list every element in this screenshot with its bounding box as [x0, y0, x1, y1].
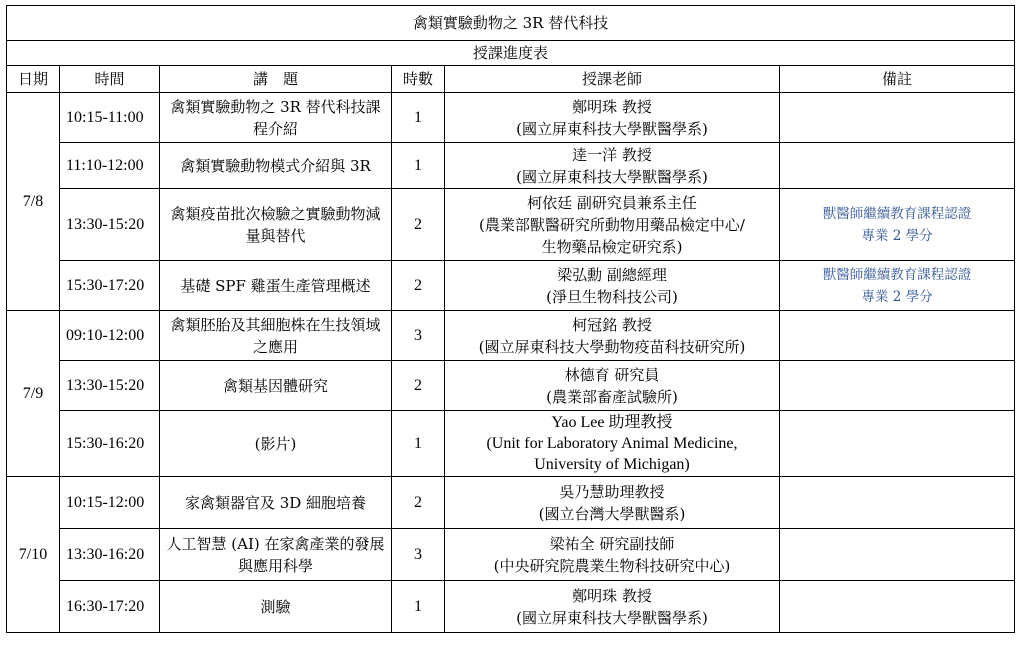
teacher-cell: [445, 93, 780, 143]
schedule-subtitle: 授課進度表: [7, 41, 1015, 66]
schedule-table: [6, 5, 1015, 633]
note-cell: [780, 581, 1015, 633]
header-note: 備註: [780, 66, 1015, 93]
teacher-name: Yao Lee 助理教授: [551, 414, 673, 431]
teacher-affiliation: (國立屏東科技大學獸醫學系): [516, 167, 708, 186]
teacher-affiliation: (國立屏東科技大學動物疫苗科技研究所): [478, 337, 746, 356]
teacher-cell: [445, 261, 780, 311]
note-cell: [780, 311, 1015, 361]
table-row: [7, 581, 1015, 633]
teacher-affiliation: (國立台灣大學獸醫系): [538, 504, 686, 523]
teacher-cell: [445, 311, 780, 361]
table-row: [7, 361, 1015, 411]
teacher-affiliation: (國立屏東科技大學獸醫學系): [516, 608, 708, 627]
teacher-name: 梁弘勳 副總經理: [557, 265, 667, 284]
table-row: [7, 93, 1015, 143]
teacher-name: 柯冠銘 教授: [572, 315, 652, 334]
topic-cell: 基礎 SPF 雞蛋生產管理概述: [160, 261, 392, 311]
teacher-affiliation: (農業部畜產試驗所): [546, 387, 678, 406]
topic-cell: 禽類實驗動物之 3R 替代科技課程介紹: [160, 93, 392, 143]
time-cell: 13:30-15:20: [60, 189, 160, 261]
hours-cell: 2: [392, 361, 445, 411]
teacher-name: 鄭明珠 教授: [572, 97, 652, 116]
date-cell: 7/9: [7, 311, 60, 477]
note-cell: [780, 361, 1015, 411]
hours-cell: 1: [392, 143, 445, 189]
topic-cell: 禽類疫苗批次檢驗之實驗動物減量與替代: [160, 189, 392, 261]
teacher-cell: [445, 411, 780, 477]
topic-cell: 禽類基因體研究: [160, 361, 392, 411]
header-topic: 講 題: [160, 66, 392, 93]
teacher-name: 逹一洋 教授: [572, 145, 652, 164]
topic-cell: (影片): [160, 411, 392, 477]
teacher-affiliation: (Unit for Laboratory Animal Medicine,: [486, 435, 738, 452]
time-cell: 15:30-16:20: [60, 411, 160, 477]
note-cell: [780, 93, 1015, 143]
time-cell: 13:30-15:20: [60, 361, 160, 411]
hours-cell: 2: [392, 477, 445, 529]
hours-cell: 2: [392, 261, 445, 311]
topic-cell: 測驗: [160, 581, 392, 633]
teacher-cell: [445, 189, 780, 261]
header-date: 日期: [7, 66, 60, 93]
hours-cell: 1: [392, 93, 445, 143]
teacher-name: 鄭明珠 教授: [572, 586, 652, 605]
table-row: [7, 143, 1015, 189]
teacher-name: 柯依廷 副研究員兼系主任: [527, 193, 697, 212]
teacher-cell: [445, 477, 780, 529]
note-cell: [780, 261, 1015, 311]
note-line: 獸醫師繼續教育課程認證: [822, 205, 972, 222]
table-row: [7, 311, 1015, 361]
date-cell: 7/10: [7, 477, 60, 633]
header-time: 時間: [60, 66, 160, 93]
table-row: [7, 477, 1015, 529]
teacher-cell: [445, 361, 780, 411]
hours-cell: 1: [392, 411, 445, 477]
header-teacher: 授課老師: [445, 66, 780, 93]
time-cell: 15:30-17:20: [60, 261, 160, 311]
time-cell: 16:30-17:20: [60, 581, 160, 633]
teacher-name: 林德育 研究員: [564, 365, 660, 384]
course-title: 禽類實驗動物之 3R 替代科技: [7, 6, 1015, 41]
teacher-affiliation: 生物藥品檢定研究系): [541, 237, 683, 256]
teacher-affiliation: (中央研究院農業生物科技研究中心): [493, 556, 731, 575]
teacher-affiliation: (國立屏東科技大學獸醫學系): [516, 119, 708, 138]
time-cell: 10:15-12:00: [60, 477, 160, 529]
topic-cell: 禽類實驗動物模式介紹與 3R: [160, 143, 392, 189]
topic-cell: 家禽類器官及 3D 細胞培養: [160, 477, 392, 529]
note-line: 獸醫師繼續教育課程認證: [822, 266, 972, 283]
hours-cell: 1: [392, 581, 445, 633]
teacher-name: 梁祐全 研究副技師: [549, 534, 675, 553]
teacher-name: 吳乃慧助理教授: [559, 482, 665, 501]
note-cell: [780, 477, 1015, 529]
note-cell: [780, 411, 1015, 477]
time-cell: 09:10-12:00: [60, 311, 160, 361]
date-cell: 7/8: [7, 93, 60, 311]
time-cell: 10:15-11:00: [60, 93, 160, 143]
table-row: [7, 411, 1015, 477]
header-hours: 時數: [392, 66, 445, 93]
teacher-cell: [445, 581, 780, 633]
note-cell: [780, 143, 1015, 189]
teacher-affiliation: (農業部獸醫研究所動物用藥品檢定中心/: [479, 215, 745, 234]
note-cell: [780, 529, 1015, 581]
teacher-affiliation: (淨旦生物科技公司): [546, 287, 678, 306]
teacher-affiliation: University of Michigan): [534, 456, 690, 473]
hours-cell: 3: [392, 311, 445, 361]
table-row: [7, 261, 1015, 311]
note-cell: [780, 189, 1015, 261]
table-row: [7, 189, 1015, 261]
note-line: 專業 2 學分: [861, 288, 933, 305]
teacher-cell: [445, 143, 780, 189]
hours-cell: 2: [392, 189, 445, 261]
topic-cell: 禽類胚胎及其細胞株在生技領域之應用: [160, 311, 392, 361]
time-cell: 13:30-16:20: [60, 529, 160, 581]
note-line: 專業 2 學分: [861, 227, 933, 244]
topic-cell: 人工智慧 (AI) 在家禽產業的發展與應用科學: [160, 529, 392, 581]
time-cell: 11:10-12:00: [60, 143, 160, 189]
table-row: [7, 529, 1015, 581]
teacher-cell: [445, 529, 780, 581]
hours-cell: 3: [392, 529, 445, 581]
